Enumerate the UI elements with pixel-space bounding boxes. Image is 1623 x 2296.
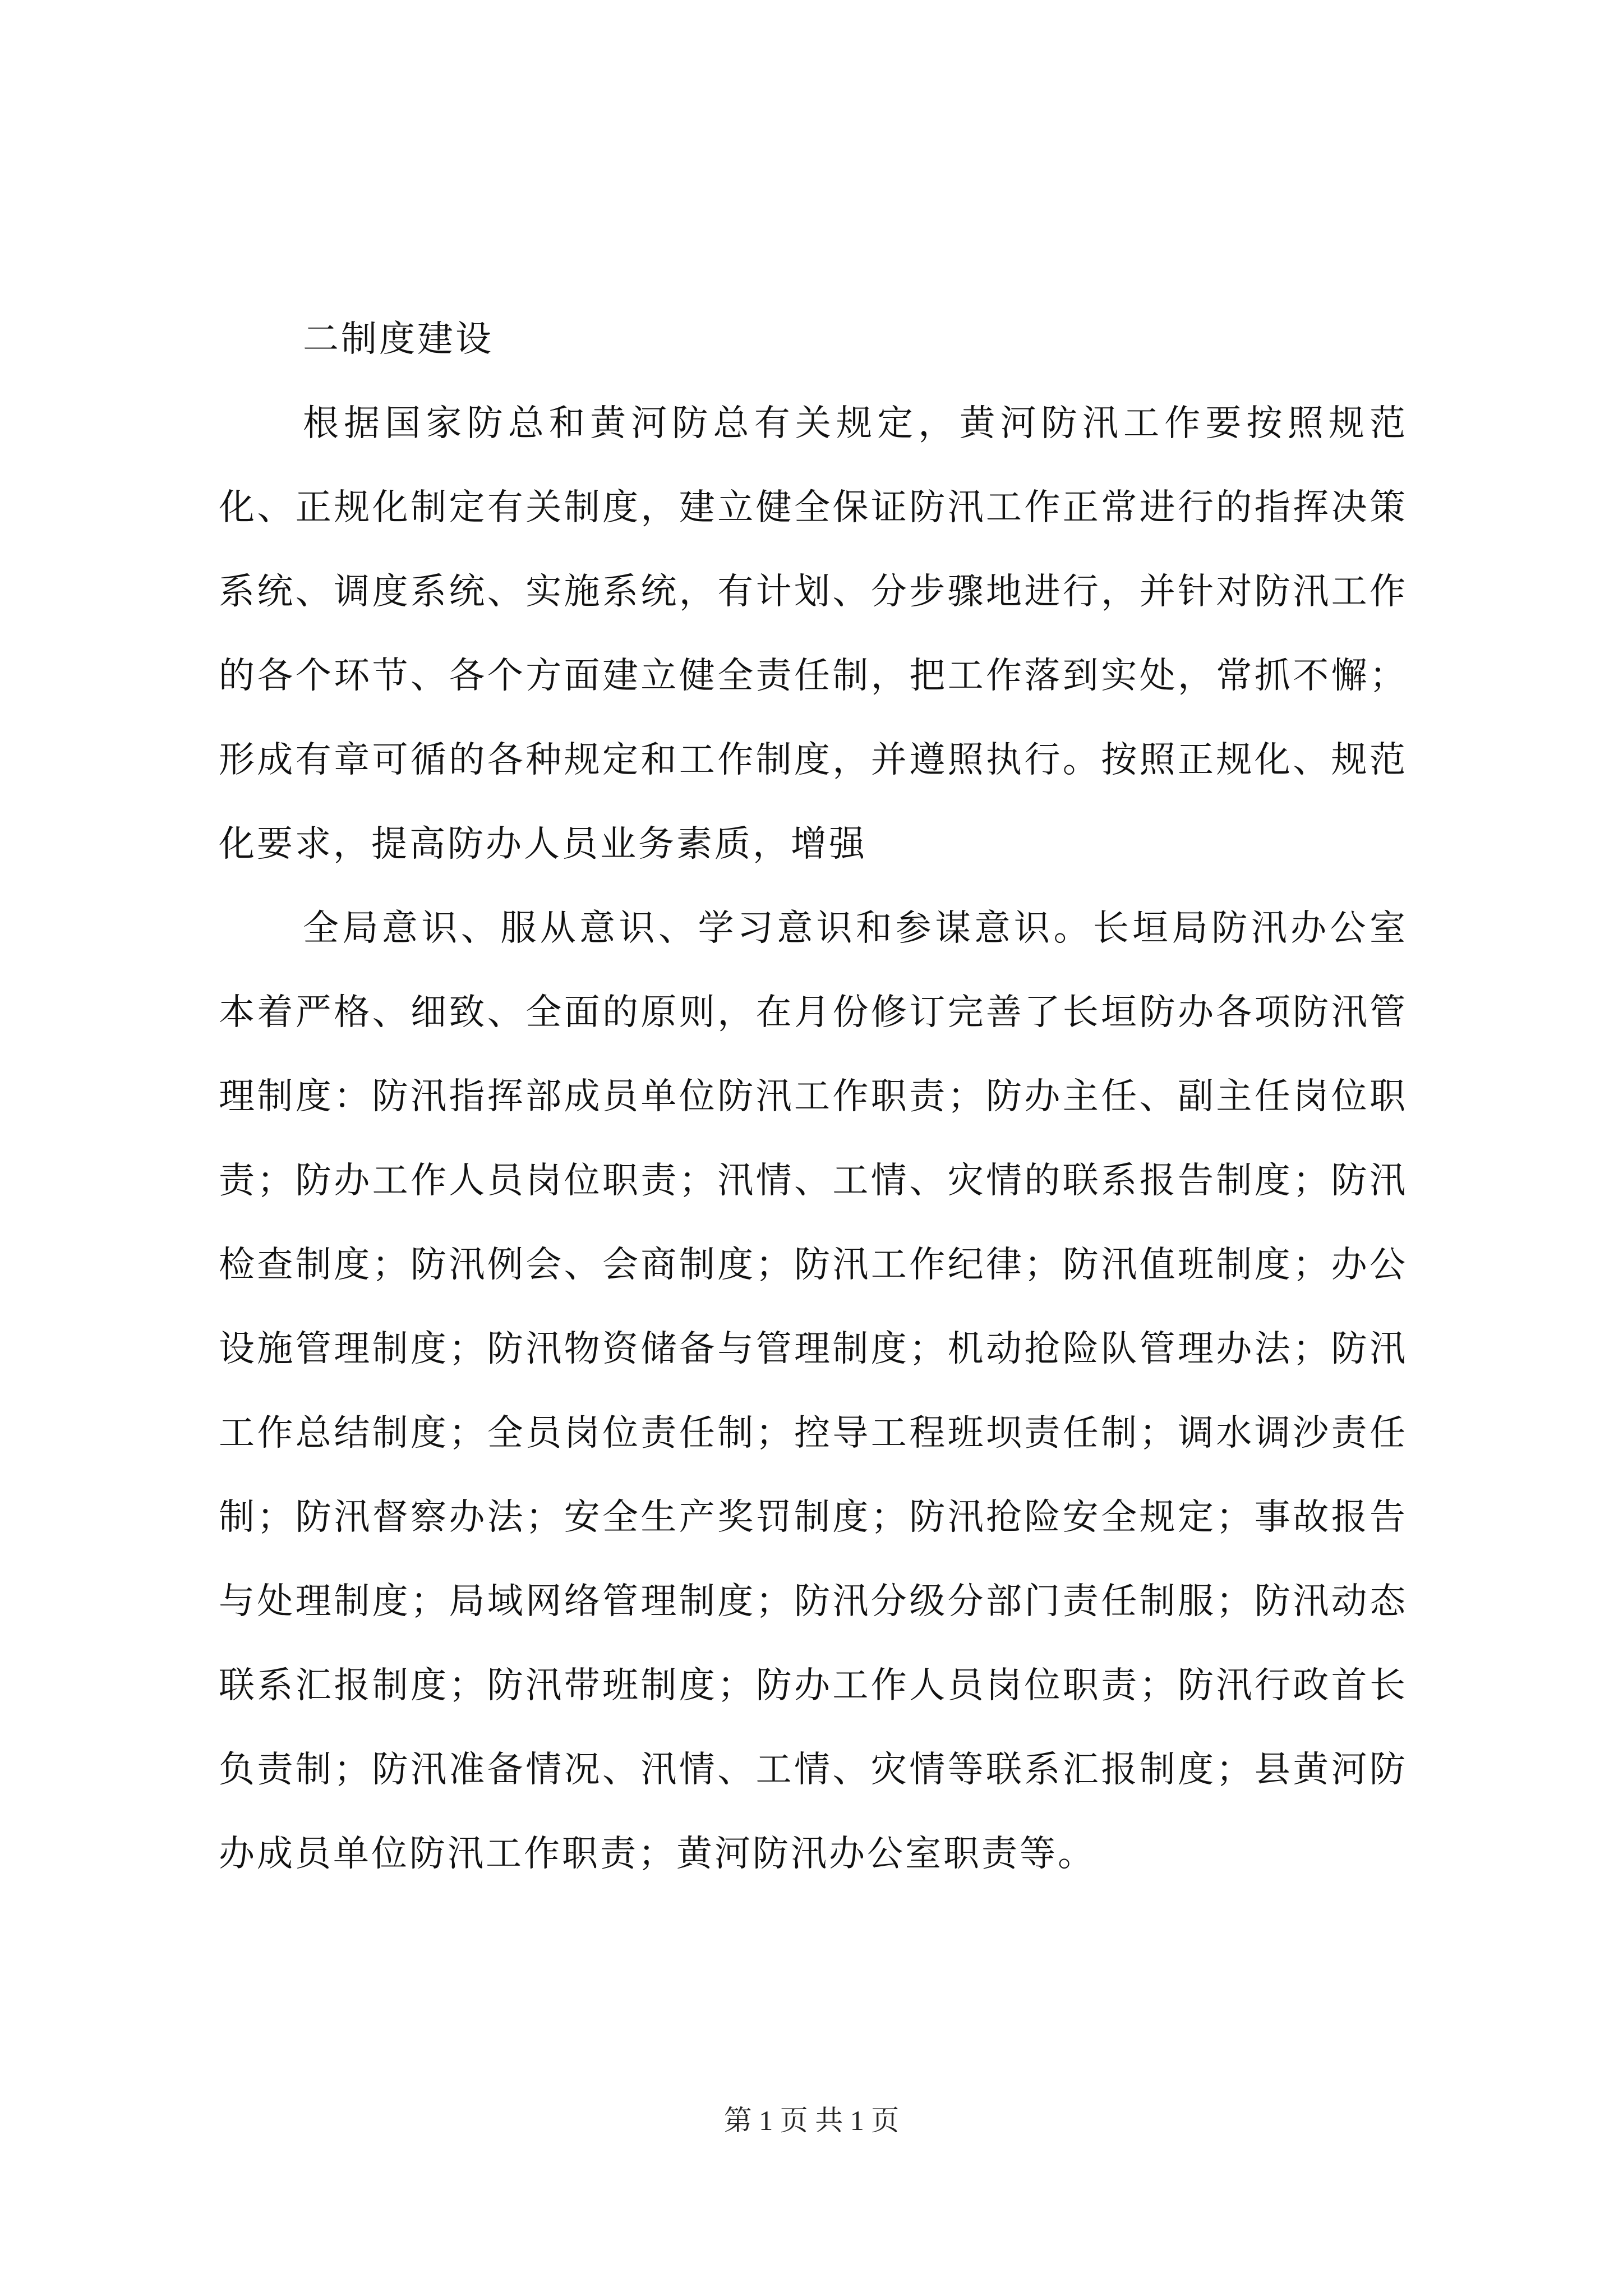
document-body (219, 297, 1408, 1896)
paragraph-2: 全局意识、服从意识、学习意识和参谋意识。长垣局防汛办公室本着严格、细致、全面的原则，在月份修订完善了长垣防办各项防汛管理制度：防汛指挥部成员单位防汛工作职责；防办主任、副主任岗位职责；防办工作人员岗位职责；汛情、工情、灾情的联系报告制度；防汛检查制度；防汛例会、会商制度；防汛工作纪律；防汛值班制度；办公设施管理制度；防汛物资储备与管理制度；机动抢险队管理办法；防汛工作总结制度；全员岗位责任制；控导工程班坝责任制；调水调沙责任制；防汛督察办法；安全生产奖罚制度；防汛抢险安全规定；事故报告与处理制度；局域网络管理制度；防汛分级分部门责任制服；防汛动态联系汇报制度；防汛带班制度；防办工作人员岗位职责；防汛行政首长负责制；防汛准备情况、汛情、工情、灾情等联系汇报制度；县黄河防办成员单位防汛工作职责；黄河防汛办公室职责等。 (219, 908, 1408, 1875)
paragraph-1: 根据国家防总和黄河防总有关规定，黄河防汛工作要按照规范化、正规化制定有关制度，建立健全保证防汛工作正常进行的指挥决策系统、调度系统、实施系统，有计划、分步骤地进行，并针对防汛工作的各个环节、各个方面建立健全责任制，把工作落到实处，常抓不懈；形成有章可循的各种规定和工作制度，并遵照执行。按照正规化、规范化要求，提高防办人员业务素质，增强 (219, 403, 1408, 865)
section-heading: 二制度建设 (303, 319, 494, 360)
page-footer: 第 1 页 共 1 页 (723, 2105, 900, 2136)
